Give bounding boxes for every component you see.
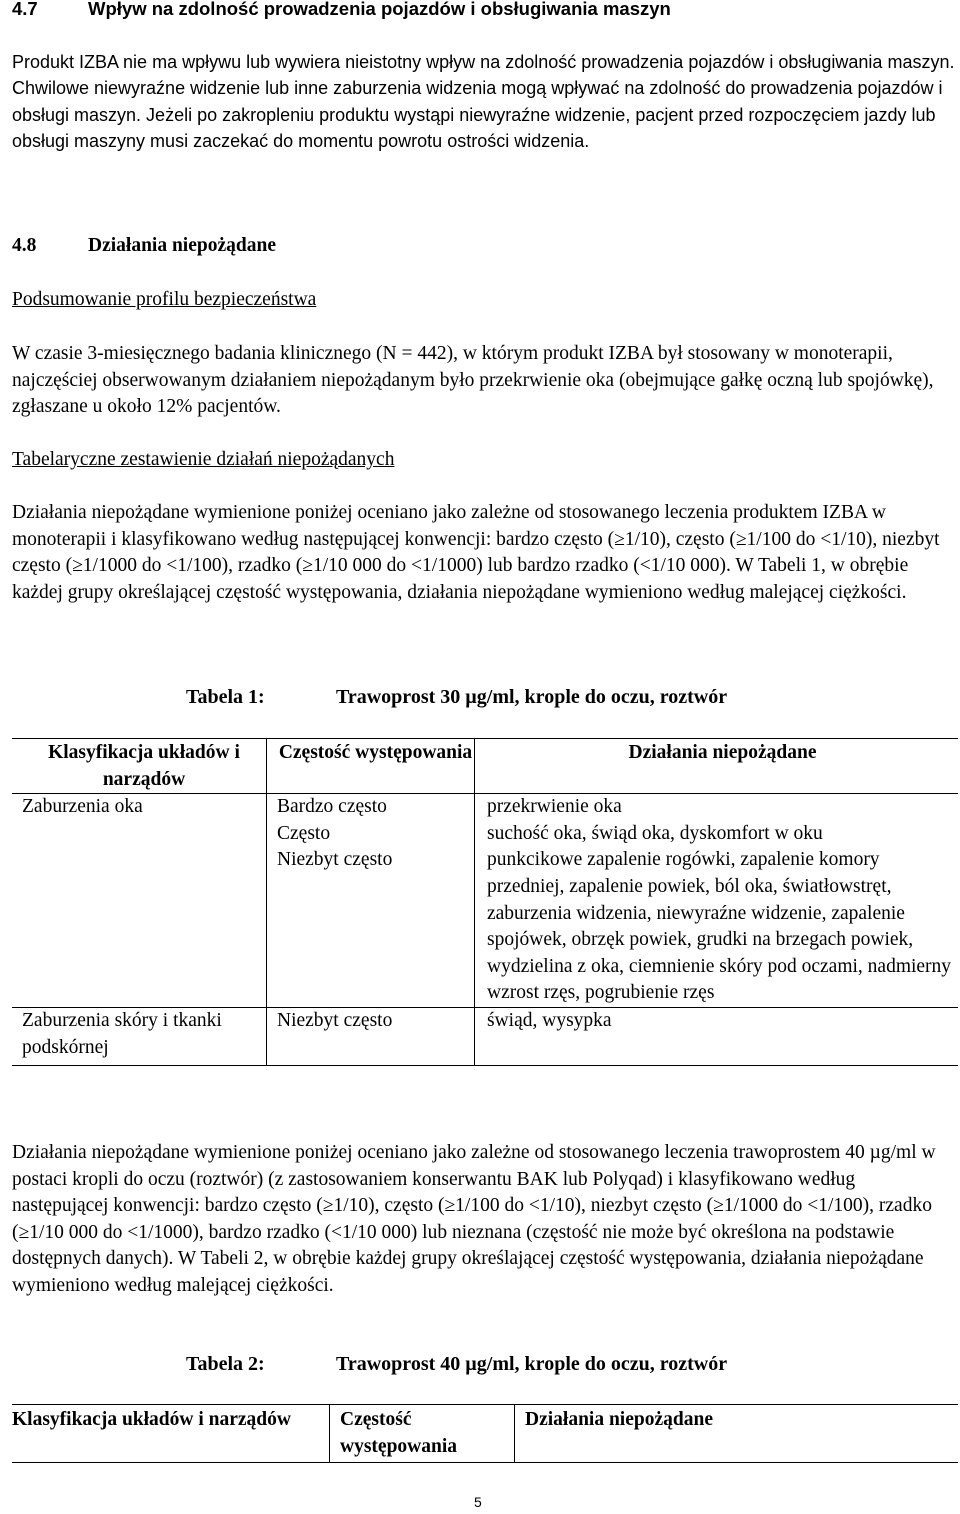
paragraph-safety-profile: W czasie 3-miesięcznego badania klinicznego (N = 442), w którym produkt IZBA był stosowany w monoterapii, najczęściej obserwowanym działaniem niepożądanym było przekrwienie oka (obejmujące gałkę oczną lub spojówkę), zgłaszane u około 12% pacjentów. [12,343,934,418]
table-header-row [12,1405,958,1463]
cell-soc: Zaburzenia skóry i tkanki podskórnej [12,1007,267,1065]
cell-soc [12,847,267,1007]
section-number: 4.8 [12,235,37,256]
adverse-reactions-table-2 [12,1404,958,1463]
header-soc: Klasyfikacja układów i narządów [12,739,267,794]
table-2-label: Tabela 2: [186,1353,265,1375]
section-4-7-heading [12,0,671,20]
page-number: 5 [474,1494,482,1510]
section-4-7-body [12,49,956,155]
paragraph: Chwilowe niewyraźne widzenie lub inne zaburzenia widzenia mogą wpływać na zdolność do prowadzenia pojazdów i obsługi maszyn. Jeżeli po zakropleniu produktu wystąpi niewyraźne widzenie, pacjent przed rozpoczęciem jazdy lub obsługi maszyny musi zaczekać do momentu powrotu ostrości widzenia. [12,78,943,152]
table-row [12,821,958,848]
paragraph-table-2-intro: Działania niepożądane wymienione poniżej oceniano jako zależne od stosowanego leczenia trawoprostem 40 µg/ml w postaci kropli do oczu (roztwór) (z zastosowaniem konserwantu BAK lub Polyqad) i klasyfikowano według następującej konwencji: bardzo często (≥1/10), często (≥1/100 do <1/10), niezbyt często (≥1/1000 do <1/100), rzadko (≥1/10 000 do <1/1000), bardzo rzadko (<1/10 000) lub nieznana (częstość nie może być określona na podstawie dostępnych danych). W Tabeli 2, w obrębie każdej grupy określającej częstość występowania, działania niepożądane wymieniono według malejącej ciężkości. [12,1142,936,1296]
cell-soc [12,821,267,848]
section-title: Wpływ na zdolność prowadzenia pojazdów i obsługiwania maszyn [88,0,671,19]
subheading-tabulated-list: Tabelaryczne zestawienie działań niepożądanych [12,449,395,470]
table-row [12,794,958,821]
cell-frequency: Niezbyt często [267,1007,475,1065]
header-frequency: Częstość występowania [330,1405,515,1463]
cell-frequency: Często [267,821,475,848]
table-2-title: Trawoprost 40 µg/ml, krople do oczu, roztwór [336,1353,728,1375]
cell-soc: Zaburzenia oka [12,794,267,821]
cell-effects: punkcikowe zapalenie rogówki, zapalenie komory przedniej, zapalenie powiek, ból oka, światłowstręt, zaburzenia widzenia, niewyraźne widzenie, zapalenie spojówek, obrzęk powiek, grudki na brzegach powiek, wydzielina z oka, ciemnienie skóry pod oczami, nadmierny wzrost rzęs, pogrubienie rzęs [487,849,952,1004]
cell-frequency: Bardzo często [267,794,475,821]
cell-effects: świąd, wysypka [487,1009,612,1031]
table-1-label: Tabela 1: [186,686,265,708]
paragraph-table-1-intro: Działania niepożądane wymienione poniżej oceniano jako zależne od stosowanego leczenia produktem IZBA w monoterapii i klasyfikowano według następującej konwencji: bardzo często (≥1/10), często (≥1/100 do <1/10), niezbyt często (≥1/1000 do <1/100), rzadko (≥1/10 000 do <1/1000) lub bardzo rzadko (<1/10 000). W Tabeli 1, w obrębie każdej grupy określającej częstość występowania, działania niepożądane wymieniono według malejącej ciężkości. [12,502,940,603]
header-adverse-reactions: Działania niepożądane [515,1405,959,1463]
header-soc: Klasyfikacja układów i narządów [12,1405,330,1463]
cell-effects: przekrwienie oka [487,796,622,818]
table-1-title: Trawoprost 30 µg/ml, krople do oczu, roztwór [336,686,728,708]
subheading-safety-profile: Podsumowanie profilu bezpieczeństwa [12,289,317,310]
section-number: 4.7 [12,0,38,19]
table-row [12,1007,958,1065]
cell-frequency: Niezbyt często [267,847,475,1007]
section-4-8-heading [12,235,276,257]
paragraph: Produkt IZBA nie ma wpływu lub wywiera nieistotny wpływ na zdolność prowadzenia pojazdów i obsługiwania maszyn. [12,52,955,72]
header-frequency: Częstość występowania [267,739,475,794]
table-header-row [12,739,958,794]
cell-effects: suchość oka, świąd oka, dyskomfort w oku [487,822,823,844]
header-adverse-reactions: Działania niepożądane [628,742,817,763]
section-title: Działania niepożądane [88,235,276,256]
adverse-reactions-table-1 [12,738,958,1066]
table-row [12,847,958,1007]
